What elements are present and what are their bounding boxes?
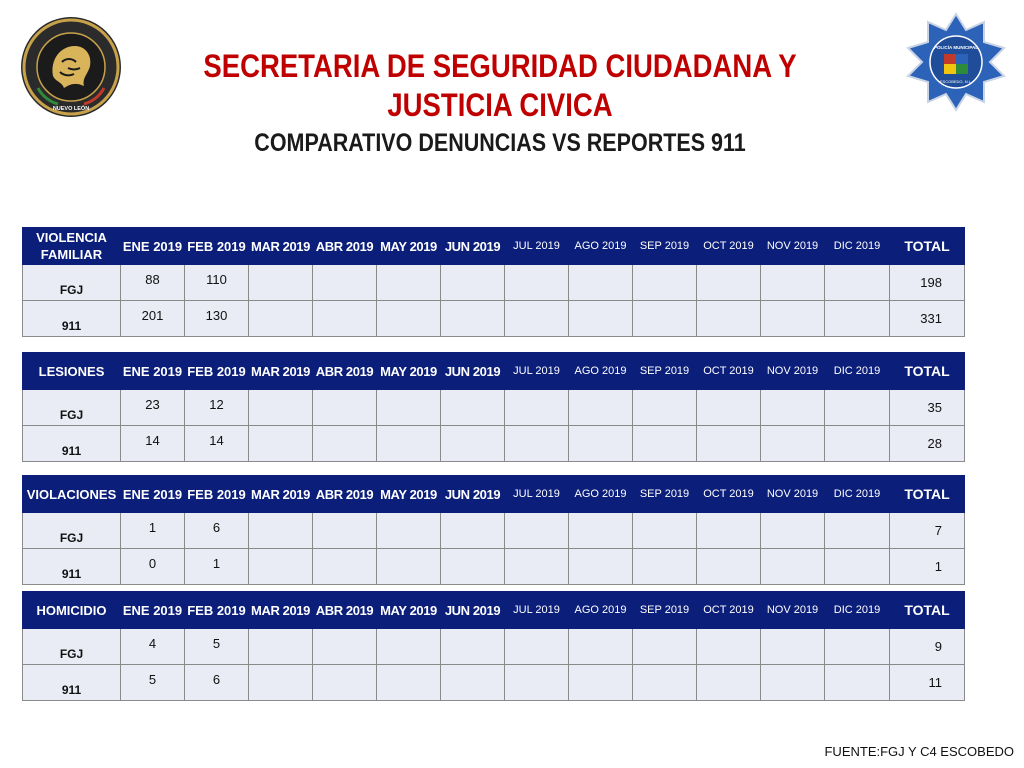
- month-value-cell: [825, 549, 890, 585]
- table-row: [23, 301, 965, 337]
- month-value-cell: [377, 301, 441, 337]
- page-title-line1: SECRETARIA DE SEGURIDAD CIUDADANA Y: [203, 48, 797, 84]
- row-label: 911: [23, 549, 121, 585]
- month-value-cell: [441, 301, 505, 337]
- month-value-cell: [441, 629, 505, 665]
- month-header: MAR 2019: [249, 353, 313, 390]
- month-header: FEB 2019: [185, 353, 249, 390]
- category-header: LESIONES: [23, 353, 121, 390]
- total-value-cell: 198: [890, 265, 965, 301]
- month-value-cell: [313, 665, 377, 701]
- month-header: SEP 2019: [633, 353, 697, 390]
- total-value-cell: 1: [890, 549, 965, 585]
- month-value-cell: 12: [185, 390, 249, 426]
- month-value-cell: [249, 301, 313, 337]
- month-value-cell: [313, 629, 377, 665]
- table-violaciones: [22, 475, 965, 585]
- month-value-cell: 5: [121, 665, 185, 701]
- month-value-cell: [569, 390, 633, 426]
- row-label: FGJ: [23, 265, 121, 301]
- month-value-cell: [825, 265, 890, 301]
- month-value-cell: [249, 426, 313, 462]
- police-star-badge-icon: [904, 12, 1008, 112]
- month-value-cell: [313, 265, 377, 301]
- table-violencia-familiar: [22, 227, 965, 337]
- total-value-cell: 11: [890, 665, 965, 701]
- month-value-cell: 14: [185, 426, 249, 462]
- table-row: [23, 390, 965, 426]
- row-label: FGJ: [23, 629, 121, 665]
- month-value-cell: [441, 665, 505, 701]
- month-header: MAR 2019: [249, 228, 313, 265]
- month-value-cell: [697, 301, 761, 337]
- month-header: MAR 2019: [249, 592, 313, 629]
- month-value-cell: [377, 513, 441, 549]
- month-header: ENE 2019: [121, 592, 185, 629]
- fiscalia-seal-icon: [20, 16, 122, 118]
- table-row: [23, 265, 965, 301]
- month-value-cell: 201: [121, 301, 185, 337]
- month-value-cell: [377, 426, 441, 462]
- month-header: ABR 2019: [313, 353, 377, 390]
- month-value-cell: [377, 629, 441, 665]
- table-row: [23, 549, 965, 585]
- month-value-cell: [761, 301, 825, 337]
- month-header: JUN 2019: [441, 228, 505, 265]
- month-value-cell: 6: [185, 665, 249, 701]
- month-value-cell: [761, 426, 825, 462]
- month-header: MAY 2019: [377, 353, 441, 390]
- svg-text:NUEVO LEÓN: NUEVO LEÓN: [52, 106, 90, 112]
- month-value-cell: [249, 390, 313, 426]
- month-value-cell: [505, 426, 569, 462]
- month-value-cell: [505, 390, 569, 426]
- month-header: NOV 2019: [761, 228, 825, 265]
- category-header: VIOLACIONES: [23, 476, 121, 513]
- table-lesiones: [22, 352, 965, 462]
- month-value-cell: [249, 265, 313, 301]
- month-value-cell: [761, 549, 825, 585]
- month-header: FEB 2019: [185, 476, 249, 513]
- month-value-cell: [633, 390, 697, 426]
- month-header: OCT 2019: [697, 228, 761, 265]
- month-value-cell: [697, 513, 761, 549]
- month-value-cell: [569, 426, 633, 462]
- month-header: ENE 2019: [121, 476, 185, 513]
- month-header: TOTAL: [890, 476, 965, 513]
- month-value-cell: 0: [121, 549, 185, 585]
- month-value-cell: [569, 549, 633, 585]
- table-row: [23, 426, 965, 462]
- month-header: ENE 2019: [121, 353, 185, 390]
- month-value-cell: [761, 390, 825, 426]
- month-value-cell: 23: [121, 390, 185, 426]
- month-header: DIC 2019: [825, 353, 890, 390]
- month-value-cell: [505, 301, 569, 337]
- row-label: 911: [23, 426, 121, 462]
- month-header: NOV 2019: [761, 476, 825, 513]
- month-header: JUL 2019: [505, 228, 569, 265]
- month-value-cell: [761, 513, 825, 549]
- month-header: TOTAL: [890, 592, 965, 629]
- month-value-cell: [441, 426, 505, 462]
- month-value-cell: [377, 549, 441, 585]
- month-header: SEP 2019: [633, 476, 697, 513]
- month-value-cell: [249, 549, 313, 585]
- month-header: ABR 2019: [313, 592, 377, 629]
- month-value-cell: [505, 665, 569, 701]
- month-value-cell: [505, 549, 569, 585]
- month-value-cell: 6: [185, 513, 249, 549]
- month-value-cell: [761, 629, 825, 665]
- month-value-cell: [313, 426, 377, 462]
- month-value-cell: 1: [185, 549, 249, 585]
- month-value-cell: [441, 390, 505, 426]
- month-value-cell: [825, 629, 890, 665]
- month-value-cell: [697, 629, 761, 665]
- month-value-cell: [313, 301, 377, 337]
- month-header: MAY 2019: [377, 228, 441, 265]
- month-value-cell: [249, 665, 313, 701]
- month-value-cell: [825, 665, 890, 701]
- svg-text:ESCOBEDO, N.L.: ESCOBEDO, N.L.: [939, 79, 973, 84]
- month-value-cell: [569, 513, 633, 549]
- month-value-cell: [505, 513, 569, 549]
- month-value-cell: 110: [185, 265, 249, 301]
- month-value-cell: [825, 426, 890, 462]
- month-header: TOTAL: [890, 353, 965, 390]
- month-header: JUL 2019: [505, 592, 569, 629]
- month-header: FEB 2019: [185, 228, 249, 265]
- month-header: NOV 2019: [761, 592, 825, 629]
- month-header: MAR 2019: [249, 476, 313, 513]
- month-value-cell: 88: [121, 265, 185, 301]
- month-value-cell: [377, 265, 441, 301]
- page-title-line2: JUSTICIA CIVICA: [387, 87, 613, 123]
- month-header: DIC 2019: [825, 592, 890, 629]
- month-header: ABR 2019: [313, 228, 377, 265]
- month-value-cell: [825, 513, 890, 549]
- table-row: [23, 665, 965, 701]
- row-label: 911: [23, 665, 121, 701]
- month-header: ABR 2019: [313, 476, 377, 513]
- month-value-cell: [825, 301, 890, 337]
- total-value-cell: 28: [890, 426, 965, 462]
- month-value-cell: [697, 549, 761, 585]
- page-subtitle: COMPARATIVO DENUNCIAS VS REPORTES 911: [254, 129, 746, 157]
- month-value-cell: [761, 265, 825, 301]
- month-value-cell: [249, 513, 313, 549]
- month-header: FEB 2019: [185, 592, 249, 629]
- month-header: NOV 2019: [761, 353, 825, 390]
- table-row: [23, 513, 965, 549]
- month-value-cell: [313, 513, 377, 549]
- month-header: OCT 2019: [697, 592, 761, 629]
- month-header: JUN 2019: [441, 476, 505, 513]
- month-value-cell: [377, 665, 441, 701]
- month-value-cell: [249, 629, 313, 665]
- month-header: DIC 2019: [825, 228, 890, 265]
- month-header: JUL 2019: [505, 476, 569, 513]
- month-value-cell: 1: [121, 513, 185, 549]
- total-value-cell: 7: [890, 513, 965, 549]
- month-header: SEP 2019: [633, 228, 697, 265]
- total-value-cell: 9: [890, 629, 965, 665]
- month-header: SEP 2019: [633, 592, 697, 629]
- month-header: AGO 2019: [569, 476, 633, 513]
- month-value-cell: [313, 390, 377, 426]
- month-header: DIC 2019: [825, 476, 890, 513]
- total-value-cell: 331: [890, 301, 965, 337]
- table-row: [23, 629, 965, 665]
- month-value-cell: [697, 426, 761, 462]
- month-header: OCT 2019: [697, 353, 761, 390]
- month-value-cell: [697, 390, 761, 426]
- month-value-cell: 130: [185, 301, 249, 337]
- month-value-cell: [377, 390, 441, 426]
- month-header: AGO 2019: [569, 592, 633, 629]
- month-value-cell: [441, 513, 505, 549]
- month-value-cell: [697, 665, 761, 701]
- month-value-cell: [633, 665, 697, 701]
- month-value-cell: [569, 265, 633, 301]
- month-header: OCT 2019: [697, 476, 761, 513]
- month-header: AGO 2019: [569, 228, 633, 265]
- month-value-cell: [825, 390, 890, 426]
- row-label: 911: [23, 301, 121, 337]
- month-header: ENE 2019: [121, 228, 185, 265]
- month-value-cell: [633, 549, 697, 585]
- month-value-cell: [633, 426, 697, 462]
- month-value-cell: [633, 265, 697, 301]
- month-value-cell: [697, 265, 761, 301]
- month-value-cell: [313, 549, 377, 585]
- month-header: JUL 2019: [505, 353, 569, 390]
- month-value-cell: [505, 265, 569, 301]
- month-value-cell: [441, 549, 505, 585]
- category-header: VIOLENCIA FAMILIAR: [23, 228, 121, 265]
- month-value-cell: [633, 629, 697, 665]
- month-header: MAY 2019: [377, 476, 441, 513]
- month-value-cell: 4: [121, 629, 185, 665]
- month-header: JUN 2019: [441, 353, 505, 390]
- month-value-cell: [569, 665, 633, 701]
- month-header: TOTAL: [890, 228, 965, 265]
- month-header: MAY 2019: [377, 592, 441, 629]
- table-homicidio: [22, 591, 965, 701]
- source-note: FUENTE:FGJ Y C4 ESCOBEDO: [824, 744, 1014, 759]
- row-label: FGJ: [23, 390, 121, 426]
- month-value-cell: [569, 629, 633, 665]
- category-header: HOMICIDIO: [23, 592, 121, 629]
- month-value-cell: [633, 301, 697, 337]
- month-value-cell: 5: [185, 629, 249, 665]
- month-value-cell: [761, 665, 825, 701]
- month-header: JUN 2019: [441, 592, 505, 629]
- month-value-cell: [505, 629, 569, 665]
- row-label: FGJ: [23, 513, 121, 549]
- month-value-cell: 14: [121, 426, 185, 462]
- svg-text:POLICÍA MUNICIPAL: POLICÍA MUNICIPAL: [934, 45, 978, 50]
- total-value-cell: 35: [890, 390, 965, 426]
- month-header: AGO 2019: [569, 353, 633, 390]
- month-value-cell: [441, 265, 505, 301]
- month-value-cell: [633, 513, 697, 549]
- month-value-cell: [569, 301, 633, 337]
